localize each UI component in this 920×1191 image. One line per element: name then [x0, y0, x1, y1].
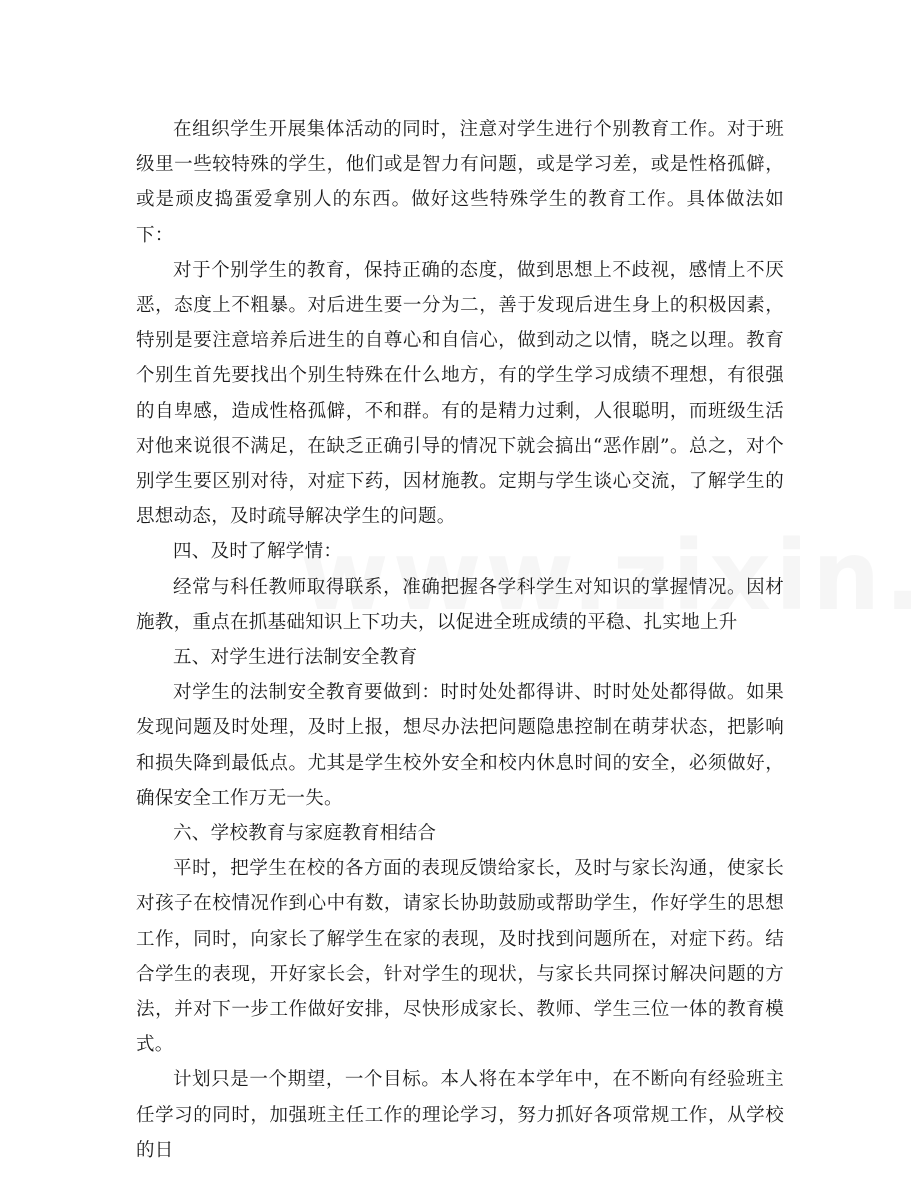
- paragraph-plan-conclusion: 计划只是一个期望，一个目标。本人将在本学年中，在不断向有经验班主任学习的同时，加强班主任工作的理论学习，努力抓好各项常规工作，从学校的日: [136, 1069, 784, 1161]
- paragraph-individual-education-intro: 在组织学生开展集体活动的同时，注意对学生进行个别教育工作。对于班级里一些较特殊的学生，他们或是智力有问题，或是学习差，或是性格孤僻，或是顽皮捣蛋爱拿别人的东西。做好这些特殊学生的教育工作。具体做法如下：: [136, 119, 784, 246]
- paragraph-learning-status: 经常与科任教师取得联系，准确把握各学科学生对知识的掌握情况。因材施教，重点在抓基础知识上下功夫，以促进全班成绩的平稳、扎实地上升: [136, 576, 784, 633]
- section-heading-school-family: 六、学校教育与家庭教育相结合: [173, 823, 437, 845]
- section-heading-safety-education: 五、对学生进行法制安全教育: [173, 647, 418, 669]
- paragraph-individual-education-method: 对于个别学生的教育，保持正确的态度，做到思想上不歧视，感情上不厌恶，态度上不粗暴。对后进生要一分为二，善于发现后进生身上的积极因素，特别是要注意培养后进生的自尊心和自信心，做到动之以情，晓之以理。教育个别生首先要找出个别生特殊在什么地方，有的学生学习成绩不理想，有很强的自卑感，造成性格孤僻，不和群。有的是精力过剩，人很聪明，而班级生活对他来说很不满足，在缺乏正确引导的情况下就会搞出“恶作剧”。总之，对个别学生要区别对待，对症下药，因材施教。定期与学生谈心交流，了解学生的思想动态，及时疏导解决学生的问题。: [136, 259, 784, 528]
- paragraph-school-family: 平时，把学生在校的各方面的表现反馈给家长，及时与家长沟通，使家长对孩子在校情况作到心中有数，请家长协助鼓励或帮助学生，作好学生的思想工作，同时，向家长了解学生在家的表现，及时找到问题所在，对症下药。结合学生的表现，开好家长会，针对学生的现状，与家长共同探讨解决问题的方法，并对下一步工作做好安排，尽快形成家长、教师、学生三位一体的教育模式。: [136, 858, 784, 1056]
- document-body: [136, 112, 784, 1168]
- paragraph-safety-education: 对学生的法制安全教育要做到：时时处处都得讲、时时处处都得做。如果发现问题及时处理，及时上报，想尽办法把问题隐患控制在萌芽状态，把影响和损失降到最低点。尤其是学生校外安全和校内休息时间的安全，必须做好，确保安全工作万无一失。: [136, 682, 784, 809]
- section-heading-learning-status: 四、及时了解学情：: [173, 541, 343, 563]
